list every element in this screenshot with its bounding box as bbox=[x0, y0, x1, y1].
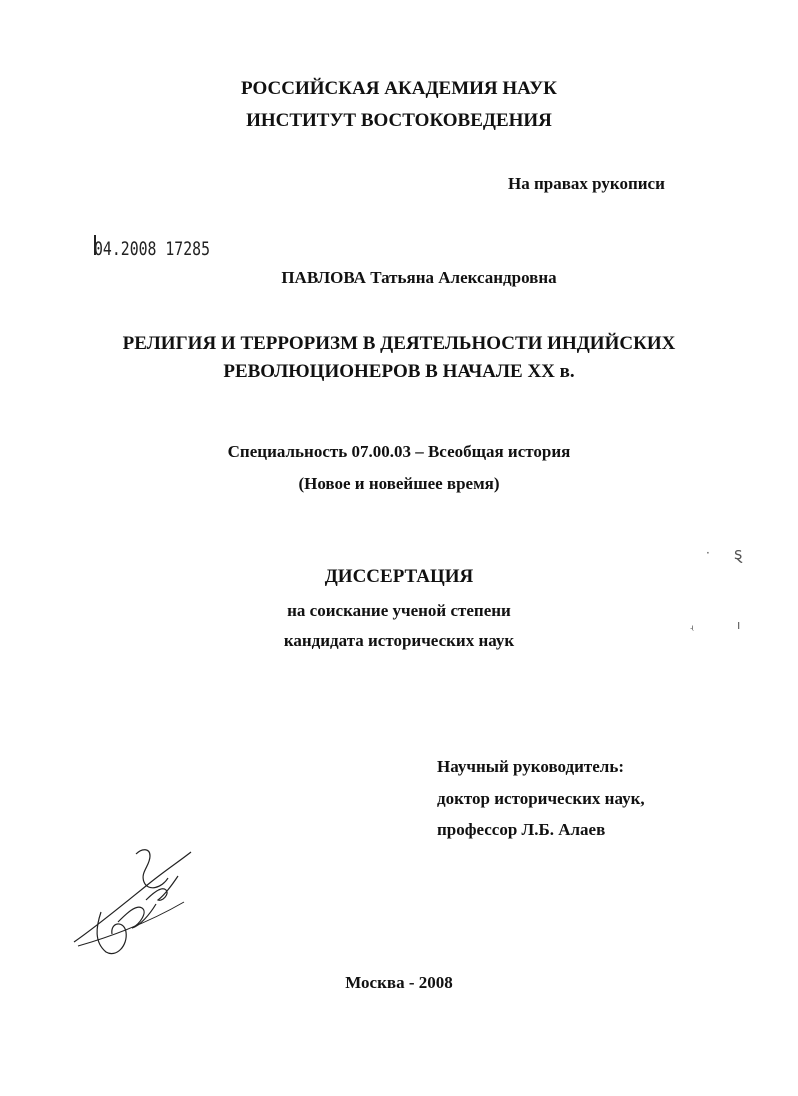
registry-number: 04.2008 17285 bbox=[94, 238, 211, 260]
scan-speck: ʵ bbox=[690, 622, 694, 636]
supervisor-name: профессор Л.Б. Алаев bbox=[437, 820, 606, 839]
manuscript-note: На правах рукописи bbox=[508, 174, 665, 193]
author-name: ПАВЛОВА Татьяна Александровна bbox=[281, 268, 557, 287]
scan-speck: ı bbox=[737, 618, 741, 632]
specialty-subtitle: (Новое и новейшее время) bbox=[298, 474, 500, 493]
dissertation-heading: ДИССЕРТАЦИЯ bbox=[324, 566, 474, 587]
dissertation-title-line-2: РЕВОЛЮЦИОНЕРОВ В НАЧАЛЕ XX в. bbox=[223, 361, 575, 382]
handwritten-signature bbox=[66, 842, 206, 962]
degree-line-1: на соискание ученой степени bbox=[287, 601, 511, 620]
supervisor-label: Научный руководитель: bbox=[437, 757, 624, 776]
academy-name: РОССИЙСКАЯ АКАДЕМИЯ НАУК bbox=[241, 78, 557, 99]
supervisor-degree: доктор исторических наук, bbox=[437, 789, 645, 808]
dissertation-title-line-1: РЕЛИГИЯ И ТЕРРОРИЗМ В ДЕЯТЕЛЬНОСТИ ИНДИЙСКИХ bbox=[122, 333, 676, 354]
scan-speck: ȿ bbox=[734, 544, 743, 563]
city-year: Москва - 2008 bbox=[345, 973, 453, 992]
specialty-line: Специальность 07.00.03 – Всеобщая история bbox=[227, 442, 571, 461]
scan-speck: · bbox=[706, 546, 710, 560]
institute-name: ИНСТИТУТ ВОСТОКОВЕДЕНИЯ bbox=[246, 110, 552, 131]
degree-line-2: кандидата исторических наук bbox=[283, 631, 515, 650]
